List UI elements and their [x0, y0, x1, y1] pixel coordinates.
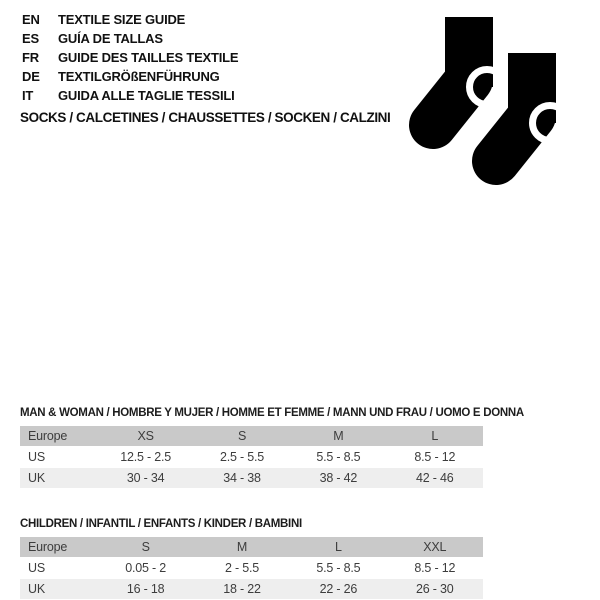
size-cell: 34 - 38 [194, 468, 290, 488]
language-code: DE [22, 69, 40, 84]
table-header-row [20, 426, 483, 446]
size-table-section-children [20, 517, 483, 600]
language-label: GUÍA DE TALLAS [58, 31, 163, 46]
size-cell: 2 - 5.5 [225, 561, 260, 575]
table-title-man-woman: MAN & WOMAN / HOMBRE Y MUJER / HOMME ET FEMME / MANN UND FRAU / UOMO E DONNA [20, 407, 524, 419]
language-row-de [22, 67, 238, 86]
column-header-europe: Europe [20, 537, 97, 557]
column-header-m: M [194, 537, 290, 557]
region-cell: UK [20, 579, 97, 599]
language-title-list [22, 10, 238, 105]
language-code: IT [22, 88, 34, 103]
language-label: TEXTILE SIZE GUIDE [58, 12, 186, 27]
table-row-us [20, 558, 483, 578]
language-code: ES [22, 31, 39, 46]
sock-left [433, 17, 505, 125]
product-category-line: SOCKS / CALCETINES / CHAUSSETTES / SOCKEN / CALZINI [20, 110, 391, 125]
language-code: FR [22, 50, 39, 65]
column-header-xs: XS [97, 426, 193, 446]
size-cell: 22 - 26 [290, 579, 386, 599]
size-cell: 26 - 30 [387, 579, 483, 599]
size-cell: 38 - 42 [290, 468, 386, 488]
column-header-l: L [290, 537, 386, 557]
size-table-children [20, 536, 483, 600]
size-table-man-woman [20, 425, 483, 489]
size-cell: 18 - 22 [194, 579, 290, 599]
table-title-children: CHILDREN / INFANTIL / ENFANTS / KINDER / BAMBINI [20, 518, 302, 530]
size-cell: 30 - 34 [97, 468, 193, 488]
table-header-row [20, 537, 483, 557]
column-header-l: L [387, 426, 483, 446]
table-row-us [20, 447, 483, 467]
table-row-uk [20, 579, 483, 599]
size-cell: 8.5 - 12 [414, 450, 456, 464]
column-header-xxl: XXL [387, 537, 483, 557]
language-row-it [22, 86, 238, 105]
language-label: TEXTILGRÖßENFÜHRUNG [58, 69, 220, 84]
column-header-m: M [290, 426, 386, 446]
size-cell: 12.5 - 2.5 [120, 450, 172, 464]
size-cell: 0.05 - 2 [125, 561, 167, 575]
language-label: GUIDA ALLE TAGLIE TESSILI [58, 88, 235, 103]
size-cell: 5.5 - 8.5 [316, 450, 361, 464]
size-cell: 5.5 - 8.5 [316, 561, 361, 575]
size-cell: 16 - 18 [97, 579, 193, 599]
region-cell: US [28, 561, 45, 575]
language-row-en [22, 10, 238, 29]
language-row-es [22, 29, 238, 48]
socks-icon [408, 12, 573, 192]
region-cell: UK [20, 468, 97, 488]
column-header-s: S [194, 426, 290, 446]
size-cell: 8.5 - 12 [414, 561, 456, 575]
region-cell: US [28, 450, 45, 464]
column-header-europe: Europe [20, 426, 97, 446]
language-label: GUIDE DES TAILLES TEXTILE [58, 50, 239, 65]
size-cell: 2.5 - 5.5 [219, 450, 265, 464]
language-row-fr [22, 48, 238, 67]
size-table-section-man-woman [20, 406, 524, 489]
size-cell: 42 - 46 [387, 468, 483, 488]
column-header-s: S [97, 537, 193, 557]
language-code: EN [22, 12, 40, 27]
table-row-uk [20, 468, 483, 488]
